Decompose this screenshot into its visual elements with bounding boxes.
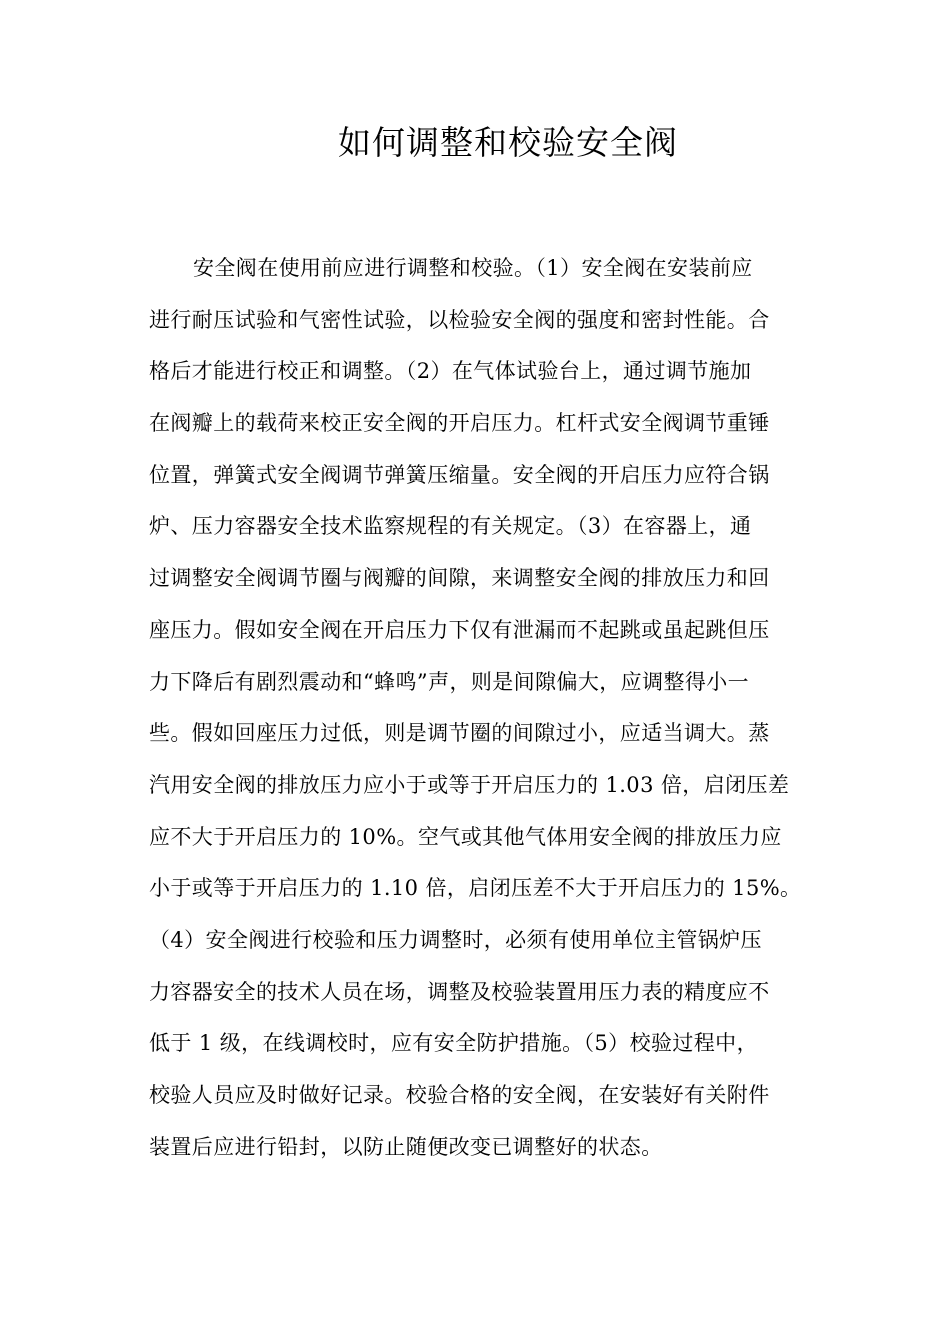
body-line: 位置，弹簧式安全阀调节弹簧压缩量。安全阀的开启压力应符合锅 [149, 462, 770, 487]
body-line: 低于 1 级，在线调校时，应有安全防护措施。（5）校验过程中， [149, 1031, 758, 1056]
body-line: （4）安全阀进行校验和压力调整时，必须有使用单位主管锅炉压 [149, 927, 762, 952]
body-line: 进行耐压试验和气密性试验，以检验安全阀的强度和密封性能。合 [149, 307, 770, 332]
body-line: 力下降后有剧烈震动和“蜂鸣”声，则是间隙偏大，应调整得小一 [149, 669, 750, 694]
body-line: 力容器安全的技术人员在场，调整及校验装置用压力表的精度应不 [149, 979, 770, 1004]
body-line: 汽用安全阀的排放压力应小于或等于开启压力的 1.03 倍，启闭压差 [149, 772, 790, 797]
body-line: 装置后应进行铅封，以防止随便改变已调整好的状态。 [149, 1134, 663, 1159]
document-title: 如何调整和校验安全阀 [338, 123, 678, 162]
body-line: 过调整安全阀调节圈与阀瓣的间隙，来调整安全阀的排放压力和回 [149, 566, 770, 591]
body-line: 些。假如回座压力过低，则是调节圈的间隙过小，应适当调大。蒸 [149, 721, 770, 746]
body-line: 应不大于开启压力的 10%。空气或其他气体用安全阀的排放压力应 [149, 824, 782, 849]
body-line: 座压力。假如安全阀在开启压力下仅有泄漏而不起跳或虽起跳但压 [149, 617, 770, 642]
body-line: 炉、压力容器安全技术监察规程的有关规定。（3）在容器上，通 [149, 514, 752, 539]
body-paragraph [149, 248, 809, 1178]
body-line: 小于或等于开启压力的 1.10 倍，启闭压差不大于开启压力的 15%。 [149, 876, 802, 901]
body-line: 安全阀在使用前应进行调整和校验。（1）安全阀在安装前应 [193, 256, 753, 280]
body-line: 校验人员应及时做好记录。校验合格的安全阀，在安装好有关附件 [149, 1083, 770, 1107]
body-line: 在阀瓣上的载荷来校正安全阀的开启压力。杠杆式安全阀调节重锤 [149, 411, 770, 436]
body-line: 格后才能进行校正和调整。（2）在气体试验台上，通过调节施加 [149, 359, 752, 384]
